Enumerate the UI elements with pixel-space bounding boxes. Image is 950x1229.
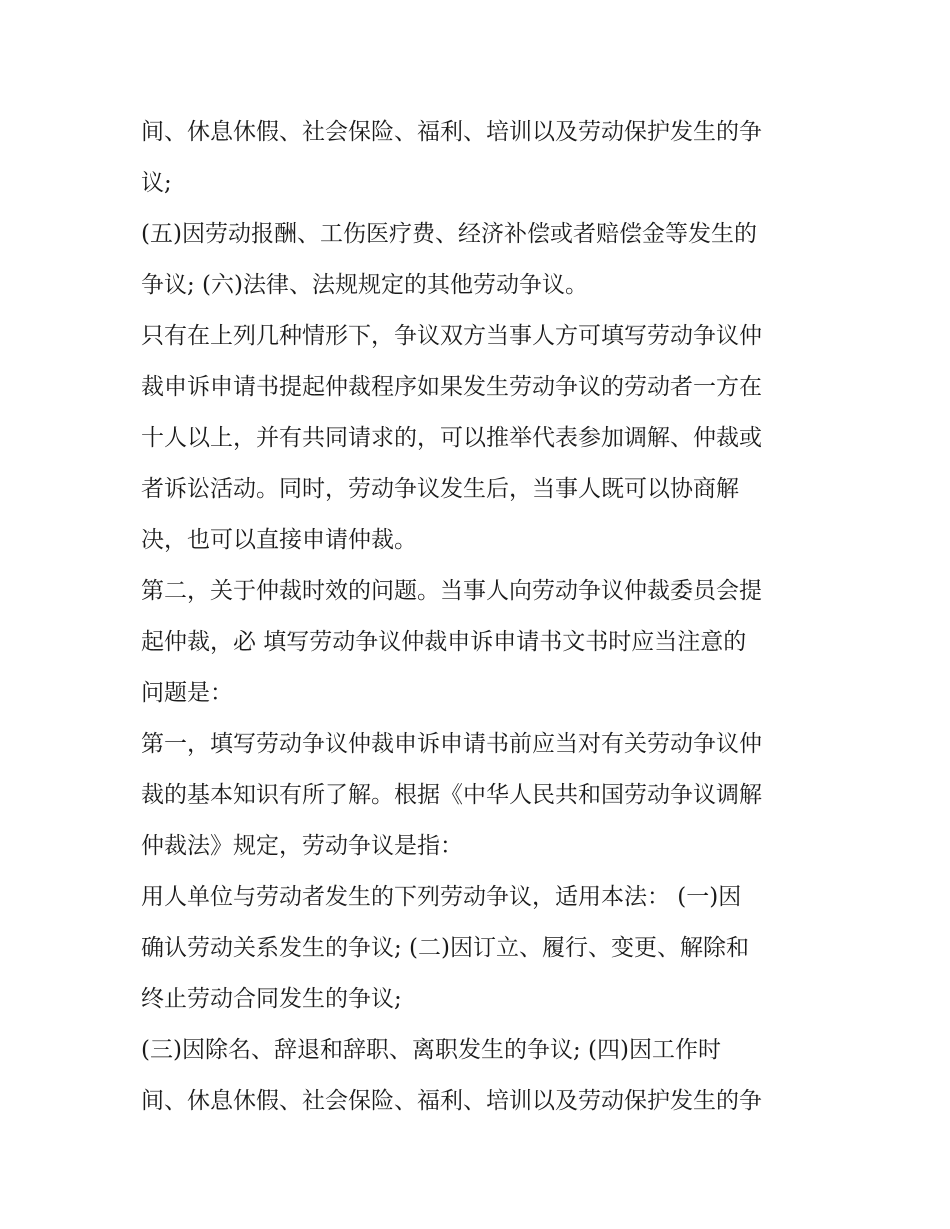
text-line: 用人单位与劳动者发生的下列劳动争议，适用本法： (一)因 (141, 884, 742, 910)
text-line: 间、休息休假、社会保险、福利、培训以及劳动保护发生的争 (141, 1088, 762, 1114)
text-line: 十人以上，并有共同请求的，可以推举代表参加调解、仲裁或 (141, 425, 762, 451)
text-line: (三)因除名、辞退和辞职、离职发生的争议; (四)因工作时 (141, 1037, 721, 1063)
text-line: 只有在上列几种情形下，争议双方当事人方可填写劳动争议仲 (141, 323, 762, 349)
text-line: 确认劳动关系发生的争议; (二)因订立、履行、变更、解除和 (141, 935, 750, 961)
text-line: 终止劳动合同发生的争议; (141, 986, 402, 1012)
text-line: 裁的基本知识有所了解。根据《中华人民共和国劳动争议调解 (141, 782, 762, 808)
text-line: 议; (141, 170, 172, 196)
text-line: (五)因劳动报酬、工伤医疗费、经济补偿或者赔偿金等发生的 (141, 221, 757, 247)
text-line: 者诉讼活动。同时，劳动争议发生后，当事人既可以协商解 (141, 476, 739, 502)
text-line: 间、休息休假、社会保险、福利、培训以及劳动保护发生的争 (141, 119, 762, 145)
text-line: 决，也可以直接申请仲裁。 (141, 527, 417, 553)
text-line: 第二，关于仲裁时效的问题。当事人向劳动争议仲裁委员会提 (141, 578, 762, 604)
text-line: 争议; (六)法律、法规规定的其他劳动争议。 (141, 272, 589, 298)
text-line: 问题是： (141, 680, 233, 706)
text-line: 裁申诉申请书提起仲裁程序如果发生劳动争议的劳动者一方在 (141, 374, 762, 400)
text-line: 第一，填写劳动争议仲裁申诉申请书前应当对有关劳动争议仲 (141, 731, 762, 757)
text-line: 起仲裁，必 填写劳动争议仲裁申诉申请书文书时应当注意的 (141, 629, 747, 655)
document-body (141, 107, 831, 1127)
text-line: 仲裁法》规定，劳动争议是指： (141, 833, 463, 859)
